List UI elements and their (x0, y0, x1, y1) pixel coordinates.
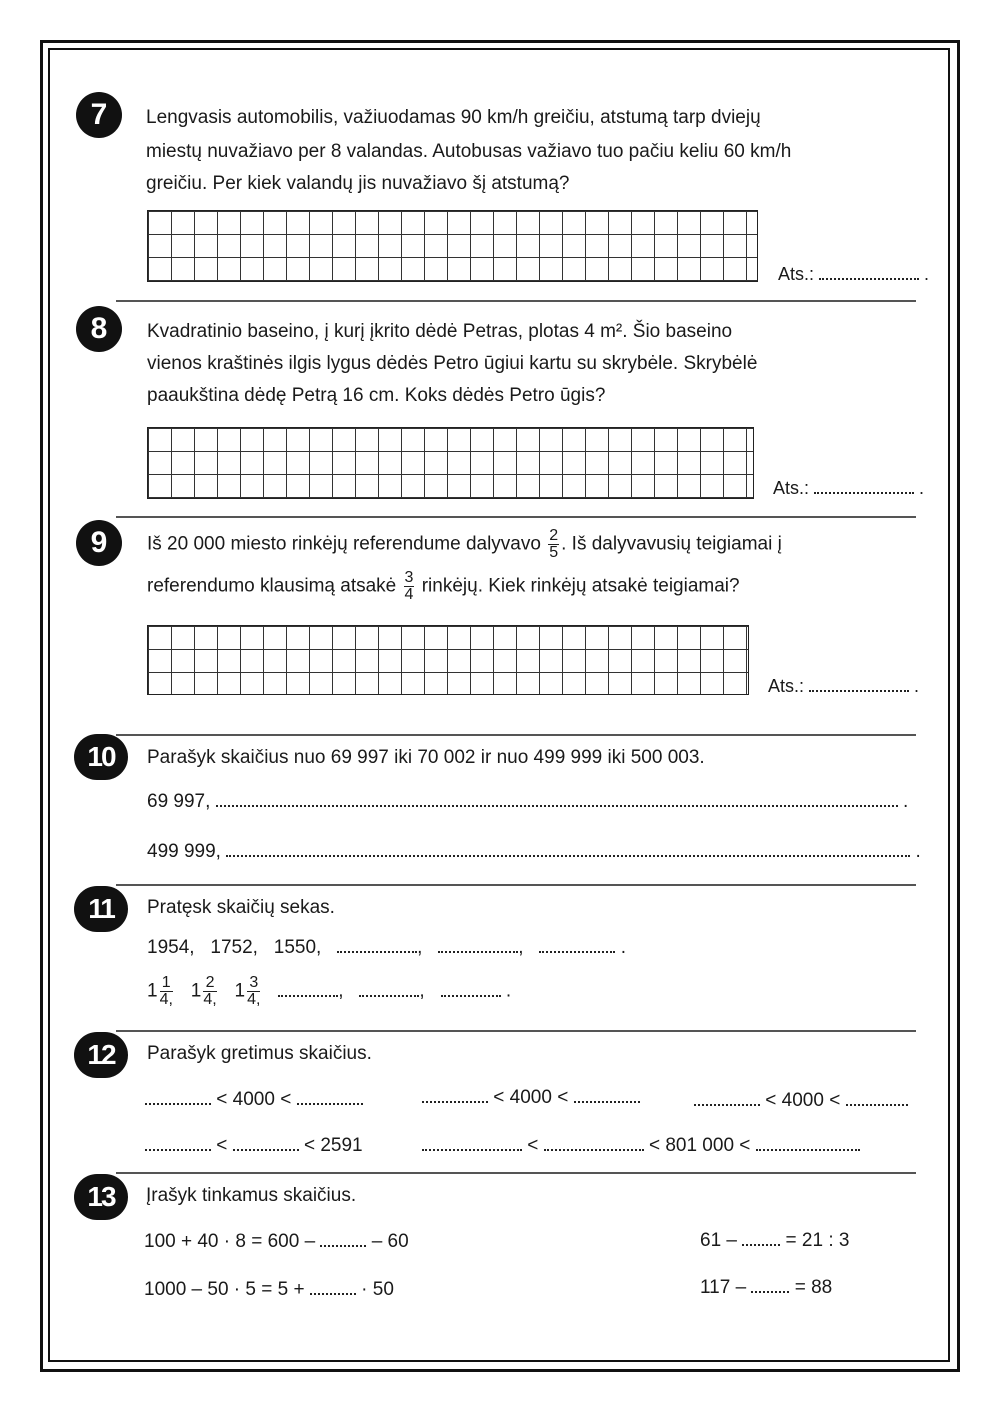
fraction-two-fifths: $\frac{2}{5}$ (549, 527, 559, 561)
sequence-value: 1550, (273, 937, 322, 958)
task-8-text-line-2: vienos kraštinės ilgis lygus dėdės Petro ūgiui kartu su skrybėle. Skrybėlė (147, 353, 758, 374)
task-7-answer[interactable]: Ats.: . (778, 264, 930, 284)
equation-blank[interactable] (751, 1277, 789, 1293)
equation-right: · 50 (361, 1279, 394, 1300)
task-12-neighbor-1 (145, 1084, 363, 1116)
equation-left: 1000 – 50 · 5 = 5 + (144, 1279, 305, 1300)
neighbor-blank[interactable] (756, 1135, 860, 1151)
neighbor-blank[interactable] (422, 1135, 522, 1151)
mixed-number-fraction: $\frac{3}{4,}$ (247, 974, 261, 1008)
task-10-number: 10 (74, 734, 128, 780)
mixed-number-whole: 1 (234, 980, 246, 1002)
task-10-text: Parašyk skaičius nuo 69 997 iki 70 002 ir nuo 499 999 iki 500 003. (147, 747, 705, 768)
task-8-work-grid[interactable] (147, 427, 754, 499)
task-9-line-2-end: rinkėjų. Kiek rinkėjų atsakė teigiamai? (421, 575, 740, 597)
task-11-number: 11 (74, 886, 128, 932)
neighbor-value: < 2591 (303, 1135, 363, 1156)
task-13-equation-1 (144, 1226, 409, 1258)
task-12-text: Parašyk gretimus skaičius. (147, 1043, 372, 1064)
task-7-text-line-1: Lengvasis automobilis, važiuodamas 90 km/h greičiu, atstumą tarp dviejų (146, 107, 761, 128)
task-9-number: 9 (76, 520, 122, 566)
neighbor-blank[interactable] (145, 1089, 211, 1105)
task-12-neighbor-4 (145, 1130, 363, 1162)
separator (116, 884, 916, 886)
neighbor-value: < 4000 < (216, 1089, 292, 1110)
fraction-three-quarters: $\frac{3}{4}$ (404, 569, 414, 603)
neighbor-value: < 801 000 < (648, 1135, 751, 1156)
sequence-blank[interactable] (441, 981, 501, 997)
task-9-text-line-1 (147, 528, 782, 561)
task-13-equation-3 (700, 1225, 849, 1257)
separator (116, 734, 916, 736)
sequence-blank[interactable] (278, 981, 338, 997)
task-11-sequence-1: 1954, 1752, 1550, , , . (147, 937, 626, 958)
neighbor-blank[interactable] (544, 1135, 644, 1151)
neighbor-blank[interactable] (422, 1087, 488, 1103)
neighbor-blank[interactable] (297, 1089, 363, 1105)
sequence-value: 1954, (147, 937, 195, 958)
separator (116, 300, 916, 302)
task-11-text: Pratęsk skaičių sekas. (147, 897, 335, 918)
equation-left: 100 + 40 · 8 = 600 – (144, 1231, 316, 1252)
task-12-neighbor-3 (694, 1085, 908, 1117)
task-10-start-2: 499 999, (147, 841, 221, 862)
equation-left: 117 – (700, 1277, 747, 1298)
mixed-number-whole: 1 (147, 980, 158, 1002)
separator (116, 516, 916, 518)
neighbor-blank[interactable] (145, 1135, 211, 1151)
equation-blank[interactable] (742, 1230, 780, 1246)
neighbor-value: < (216, 1135, 228, 1156)
task-9-work-grid[interactable] (147, 625, 749, 695)
task-10-row-2: 499 999, . (147, 841, 921, 862)
task-10-row-1: 69 997, . (147, 791, 909, 812)
task-10-blank-2[interactable] (226, 841, 910, 857)
task-13-number: 13 (74, 1174, 128, 1220)
answer-label: Ats.: (778, 264, 815, 284)
task-7-work-grid[interactable] (147, 210, 758, 282)
task-12-number: 12 (74, 1032, 128, 1078)
equation-right: – 60 (371, 1231, 409, 1252)
equation-right: = 21 : 3 (785, 1230, 850, 1251)
task-11-sequence-2: 1 $\frac{1}{4,}$ 1 $\frac{2}{4,}$ 1 $\frac{3}{4,}$ , , . (147, 974, 512, 1008)
separator (116, 1030, 916, 1032)
task-9-line-1-end: . Iš dalyvavusių teigiamai į (561, 533, 782, 555)
equation-right: = 88 (794, 1277, 833, 1298)
sequence-blank[interactable] (359, 981, 419, 997)
task-7-text-line-2: miestų nuvažiavo per 8 valandas. Autobusas važiavo tuo pačiu keliu 60 km/h (146, 141, 792, 162)
answer-blank[interactable] (814, 478, 914, 494)
equation-left: 61 – (700, 1230, 737, 1251)
task-9-line-1-start: Iš 20 000 miesto rinkėjų referendume dalyvavo (147, 533, 541, 555)
task-12-neighbor-5 (422, 1130, 860, 1162)
task-9-text-line-2 (147, 570, 740, 603)
task-8-answer[interactable]: Ats.: . (773, 478, 925, 498)
answer-blank[interactable] (809, 676, 909, 692)
task-7-text-line-3: greičiu. Per kiek valandų jis nuvažiavo šį atstumą? (146, 173, 570, 194)
sequence-blank[interactable] (438, 937, 518, 953)
sequence-blank[interactable] (337, 937, 417, 953)
task-10-start-1: 69 997, (147, 791, 211, 812)
equation-blank[interactable] (320, 1231, 366, 1247)
task-12-neighbor-2 (422, 1082, 640, 1114)
task-13-equation-2 (144, 1274, 394, 1306)
neighbor-blank[interactable] (574, 1087, 640, 1103)
sequence-blank[interactable] (539, 937, 615, 953)
task-7-number: 7 (76, 92, 122, 138)
task-8-number: 8 (76, 306, 122, 352)
answer-label: Ats.: (773, 478, 810, 498)
task-13-equation-4 (700, 1272, 832, 1304)
neighbor-value: < 4000 < (765, 1090, 841, 1111)
neighbor-blank[interactable] (846, 1090, 908, 1106)
answer-blank[interactable] (819, 264, 919, 280)
neighbor-blank[interactable] (694, 1090, 760, 1106)
task-8-text-line-1: Kvadratinio baseino, į kurį įkrito dėdė Petras, plotas 4 m². Šio baseino (147, 321, 733, 342)
task-9-answer[interactable]: Ats.: . (768, 676, 920, 696)
mixed-number-fraction: $\frac{2}{4,}$ (203, 974, 217, 1008)
mixed-number-whole: 1 (190, 980, 202, 1002)
task-8-text-line-3: paaukština dėdę Petrą 16 cm. Koks dėdės Petro ūgis? (147, 385, 606, 406)
neighbor-blank[interactable] (233, 1135, 299, 1151)
task-13-text: Įrašyk tinkamus skaičius. (146, 1185, 357, 1206)
mixed-number-fraction: $\frac{1}{4,}$ (159, 974, 173, 1008)
task-10-blank-1[interactable] (216, 791, 898, 807)
equation-blank[interactable] (310, 1279, 356, 1295)
task-9-line-2-start: referendumo klausimą atsakė (147, 575, 397, 597)
separator (116, 1172, 916, 1174)
answer-label: Ats.: (768, 676, 805, 696)
neighbor-value: < 4000 < (493, 1087, 569, 1108)
sequence-value: 1752, (210, 937, 258, 958)
neighbor-value: < (527, 1135, 539, 1156)
